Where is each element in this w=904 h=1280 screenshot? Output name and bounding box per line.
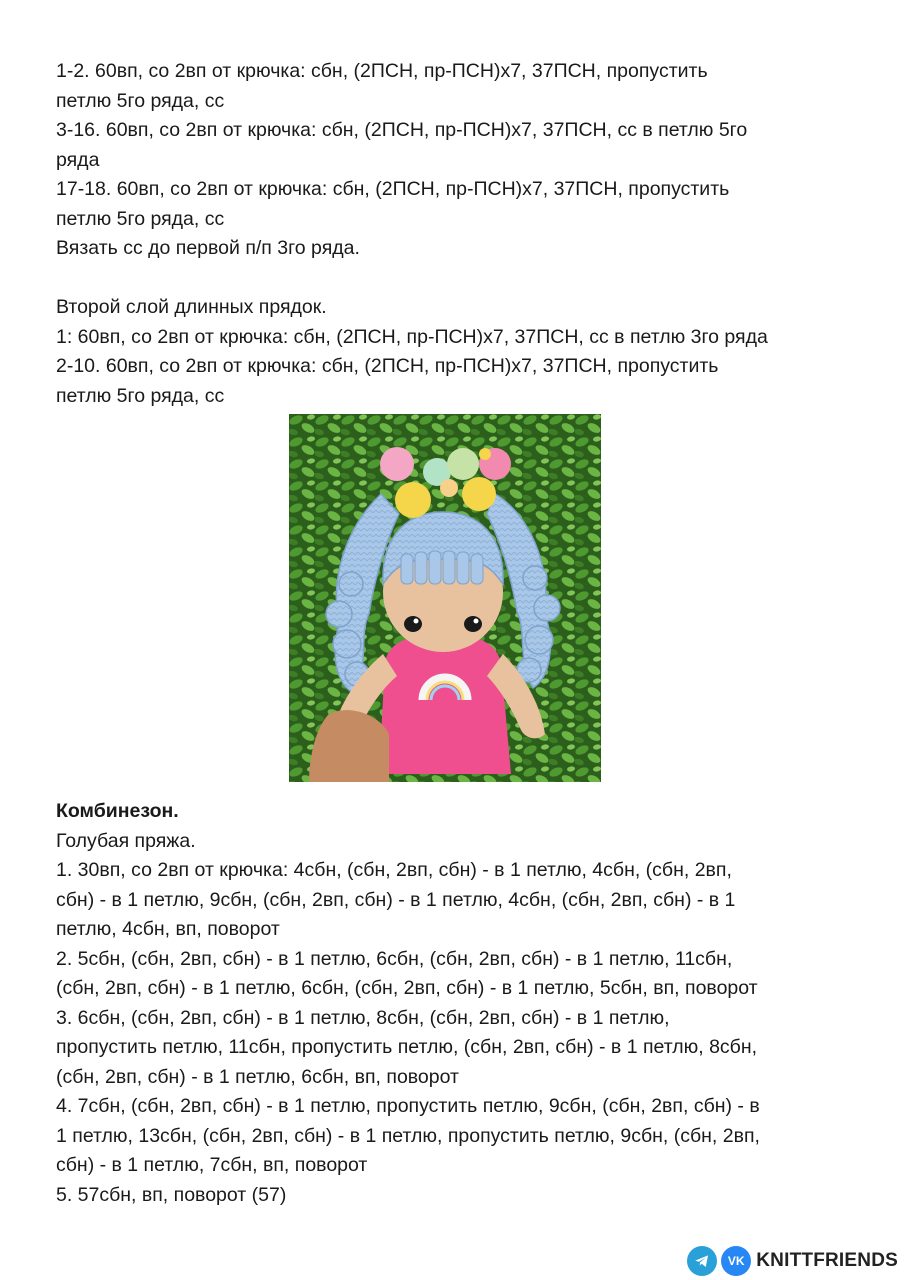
instruction-line: петлю 5го ряда, сс [56,207,225,230]
instruction-line: 3-16. 60вп, со 2вп от крючка: сбн, (2ПСН, пр-ПСН)х7, 37ПСН, сс в петлю 5го [56,119,748,141]
instruction-line: петлю, 4сбн, вп, поворот [56,918,280,940]
instruction-line: 17-18. 60вп, со 2вп от крючка: сбн, (2ПСН, пр-ПСН)х7, 37ПСН, пропустить [56,178,730,200]
instruction-line: Вязать сс до первой п/п 3го ряда. [56,237,360,259]
instruction-line: 1: 60вп, со 2вп от крючка: сбн, (2ПСН, пр-ПСН)х7, 37ПСН, сс в петлю 3го ряда [56,325,768,348]
instruction-line: 1 петлю, 13сбн, (сбн, 2вп, сбн) - в 1 петлю, пропустить петлю, 9сбн, (сбн, 2вп, [56,1124,760,1147]
instruction-line: пропустить петлю, 11сбн, пропустить петлю, (сбн, 2вп, сбн) - в 1 петлю, 8сбн, [56,1036,758,1058]
instruction-line: 3. 6сбн, (сбн, 2вп, сбн) - в 1 петлю, 8сбн, (сбн, 2вп, сбн) - в 1 петлю, [56,1006,670,1029]
instruction-line: 2-10. 60вп, со 2вп от крючка: сбн, (2ПСН, пр-ПСН)х7, 37ПСН, пропустить [56,355,719,377]
instructions-section-2 [56,293,866,411]
brand-name: KNITTFRIENDS [756,1250,898,1271]
instruction-line: 4. 7сбн, (сбн, 2вп, сбн) - в 1 петлю, пропустить петлю, 9сбн, (сбн, 2вп, сбн) - в [56,1095,760,1117]
footer-watermark [687,1246,898,1276]
instruction-line: петлю 5го ряда, сс [56,384,225,407]
instruction-line: (сбн, 2вп, сбн) - в 1 петлю, 6сбн, вп, поворот [56,1065,459,1088]
instruction-line: Голубая пряжа. [56,829,196,852]
section-heading: Комбинезон. [56,800,179,822]
vk-logo-mark: VK [727,1254,745,1268]
instruction-line: 1. 30вп, со 2вп от крючка: 4сбн, (сбн, 2вп, сбн) - в 1 петлю, 4сбн, (сбн, 2вп, [56,859,732,881]
instruction-line: 5. 57сбн, вп, поворот (57) [56,1183,287,1206]
instruction-line: сбн) - в 1 петлю, 9сбн, (сбн, 2вп, сбн) - в 1 петлю, 4сбн, (сбн, 2вп, сбн) - в 1 [56,888,736,911]
instruction-line: 2. 5сбн, (сбн, 2вп, сбн) - в 1 петлю, 6сбн, (сбн, 2вп, сбн) - в 1 петлю, 11сбн, [56,947,733,970]
instruction-line: сбн) - в 1 петлю, 7сбн, вп, поворот [56,1154,368,1176]
instructions-section-1 [56,57,866,264]
instruction-line: (сбн, 2вп, сбн) - в 1 петлю, 6сбн, (сбн, 2вп, сбн) - в 1 петлю, 5сбн, вп, поворот [56,977,758,999]
instruction-line: петлю 5го ряда, сс [56,89,225,112]
vk-icon [721,1246,751,1276]
telegram-icon [687,1246,717,1276]
instruction-line: 1-2. 60вп, со 2вп от крючка: сбн, (2ПСН, пр-ПСН)х7, 37ПСН, пропустить [56,60,708,82]
doll-photo [289,414,601,782]
section-title: Второй слой длинных прядок. [56,296,327,318]
instruction-line: ряда [56,148,100,171]
instructions-section-3 [56,797,866,1210]
